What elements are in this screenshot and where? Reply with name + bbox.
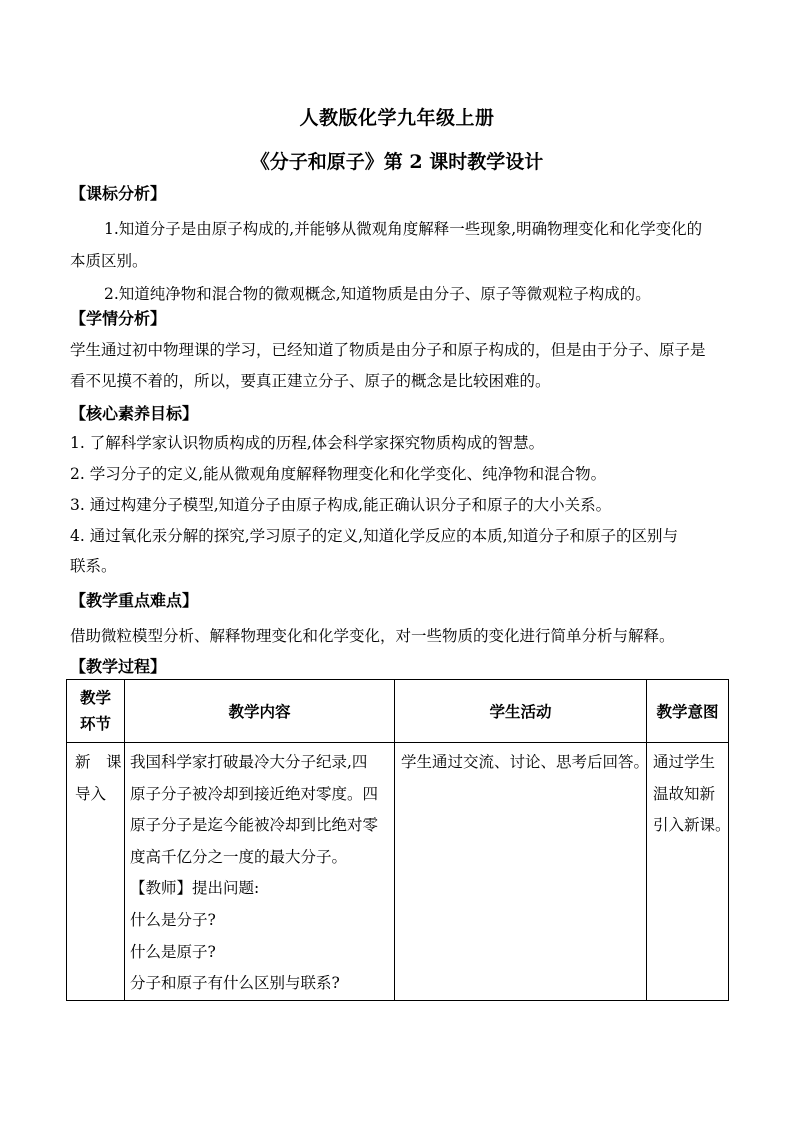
cell-activity — [395, 743, 650, 1001]
document-subtitle: 《分子和原子》第 2 课时教学设计 — [250, 151, 544, 173]
section-heading-learner: 【学情分析】 — [70, 309, 167, 328]
curriculum-line: 1.知道分子是由原子构成的,并能够从微观角度解释一些现象,明确物理变化和化学变化的 — [104, 220, 703, 238]
cell-line: 通过学生 — [653, 753, 716, 771]
cell-line: 学生通过交流、讨论、思考后回答。 — [401, 753, 650, 771]
curriculum-line: 2.知道纯净物和混合物的微观概念,知道物质是由分子、原子等微观粒子构成的。 — [104, 285, 651, 303]
section-heading-keypoints: 【教学重点难点】 — [70, 591, 199, 610]
table-header-row — [67, 680, 729, 743]
header-stage — [67, 680, 125, 743]
section-heading-curriculum: 【课标分析】 — [70, 184, 167, 203]
cell-content — [125, 743, 395, 1001]
learner-line: 看不见摸不着的，所以，要真正建立分子、原子的概念是比较困难的。 — [70, 372, 551, 390]
document-title: 人教版化学九年级上册 — [299, 107, 495, 129]
cell-stage — [67, 743, 125, 1001]
cell-line: 度高千亿分之一度的最大分子。 — [130, 847, 348, 866]
header-intent: 教学意图 — [647, 680, 729, 743]
cell-intent — [647, 743, 729, 1001]
cell-line: 原子分子被冷却到接近绝对零度。四 — [130, 784, 379, 803]
keypoints-line: 借助微粒模型分析、解释物理变化和化学变化，对一些物质的变化进行简单分析与解释。 — [70, 627, 675, 645]
header-stage-line: 教学 — [79, 688, 111, 707]
section-heading-process: 【教学过程】 — [70, 657, 167, 676]
cell-line: 原子分子是迄今能被冷却到比绝对零 — [130, 816, 379, 835]
cell-line: 温故知新 — [653, 784, 716, 803]
curriculum-line: 本质区别。 — [70, 252, 148, 270]
cell-line: 新 课 — [75, 753, 122, 771]
goal-line: 4. 通过氧化汞分解的探究,学习原子的定义,知道化学反应的本质,知道分子和原子的区别与 — [70, 527, 678, 545]
goal-line: 3. 通过构建分子模型,知道分子由原子构成,能正确认识分子和原子的大小关系。 — [70, 496, 612, 514]
header-stage-line: 环节 — [79, 714, 111, 733]
cell-line: 导入 — [75, 784, 107, 803]
cell-line: 【教师】提出问题: — [130, 879, 260, 898]
header-content: 教学内容 — [125, 680, 395, 743]
learner-line: 学生通过初中物理课的学习，已经知道了物质是由分子和原子构成的，但是由于分子、原子是 — [70, 341, 706, 359]
cell-line: 引入新课。 — [653, 816, 731, 835]
goal-line: 1. 了解科学家认识物质构成的历程,体会科学家探究物质构成的智慧。 — [70, 434, 545, 452]
cell-line: 我国科学家打破最冷大分子纪录,四 — [130, 753, 368, 771]
goal-line: 2. 学习分子的定义,能从微观角度解释物理变化和化学变化、纯净物和混合物。 — [70, 465, 607, 483]
header-activity: 学生活动 — [395, 680, 647, 743]
section-heading-goals: 【核心素养目标】 — [70, 404, 199, 423]
table-row — [67, 743, 729, 1001]
cell-line: 什么是分子? — [130, 910, 216, 929]
cell-line: 分子和原子有什么区别与联系? — [130, 974, 340, 993]
cell-line: 什么是原子? — [130, 942, 216, 961]
goal-line: 联系。 — [70, 557, 117, 575]
teaching-process-table — [66, 679, 729, 1001]
